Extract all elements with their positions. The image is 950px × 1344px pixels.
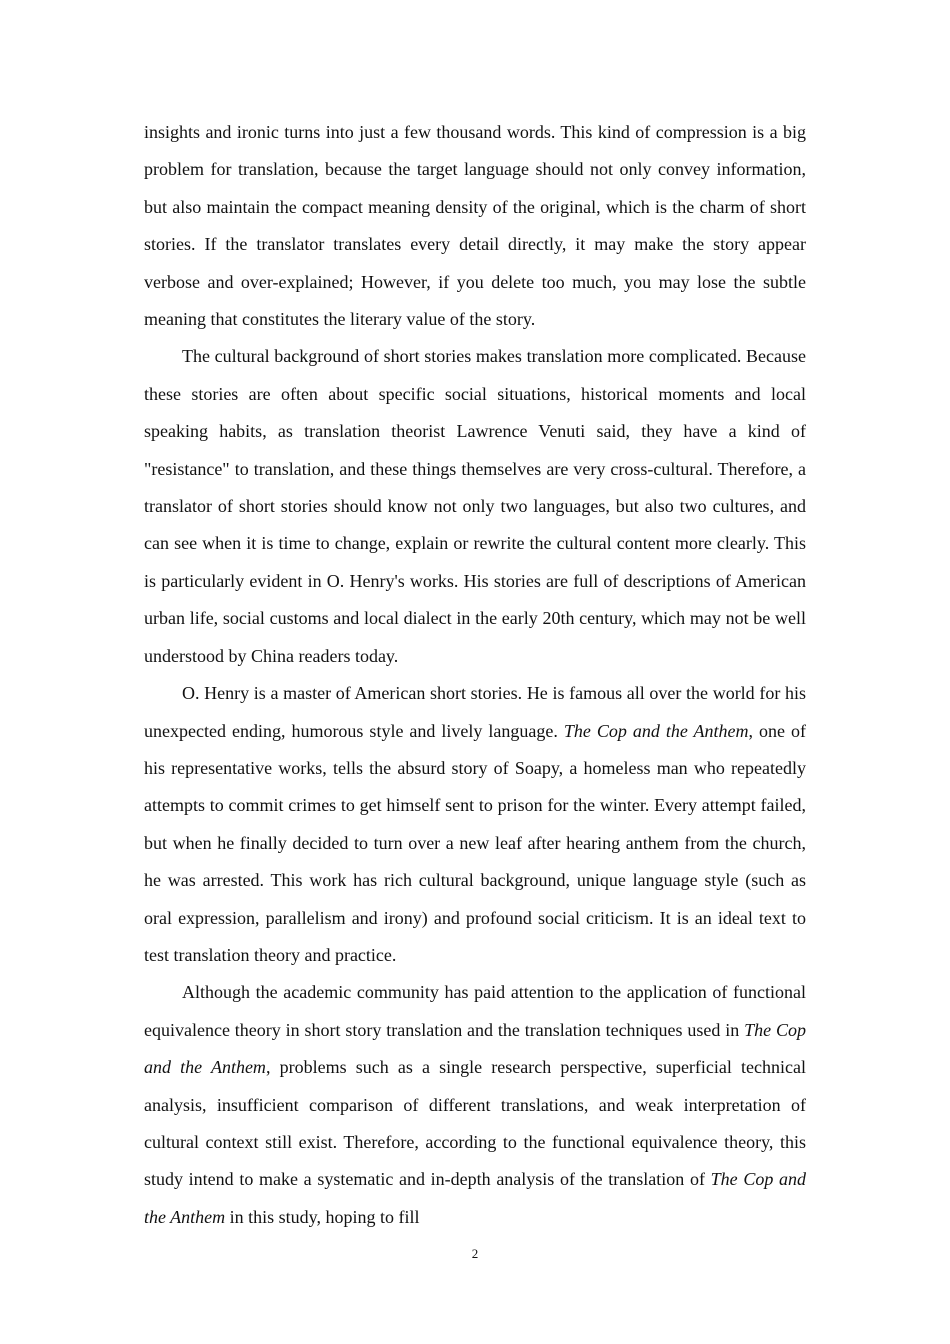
paragraph-4: [144, 974, 806, 1236]
paragraph-text: O. Henry is a master of American short stories. He is famous all over the world for his unexpected ending, humorous style and lively language.: [144, 683, 806, 741]
paragraph-text: in this study, hoping to fill: [225, 1206, 420, 1227]
paragraph-1: [144, 114, 806, 338]
paragraph-text: , one of his representative works, tells the absurd story of Soapy, a homeless man who repeatedly attempts to commit crimes to get himself sent to prison for the winter. Every attempt failed, but when he finally decided to turn over a new leaf after hearing anthem from the church, he was arrested. This work has rich cultural background, unique language style (such as oral expression, parallelism and irony) and profound social criticism. It is an ideal text to test translation theory and practice.: [144, 720, 807, 965]
work-title: The Cop and the Anthem: [144, 1019, 806, 1078]
paragraph-text: , problems such as a single research perspective, superficial technical analysis, insufficient comparison of different translations, and weak interpretation of cultural context still exist. Therefore, according to the functional equivalence theory, this study intend to make a systematic and in-depth analysis of the translation of: [144, 1057, 806, 1190]
work-title: The Cop and the Anthem: [563, 720, 749, 741]
body-text: [144, 114, 806, 1236]
paragraph-2: [144, 338, 806, 675]
paragraph-text: insights and ironic turns into just a few thousand words. This kind of compression is a big problem for translation, because the target language should not only convey information, but also maintain the compact meaning density of the original, which is the charm of short stories. If the translator translates every detail directly, it may make the story appear verbose and over-explained; However, if you delete too much, you may lose the subtle meaning that constitutes the literary value of the story.: [144, 122, 806, 330]
page-number: 2: [471, 1246, 479, 1261]
work-title: The Cop and the Anthem: [144, 1169, 806, 1227]
paragraph-text: Although the academic community has paid attention to the application of functional equivalence theory in short story translation and the translation techniques used in: [144, 982, 806, 1040]
paragraph-3: [144, 675, 806, 974]
paragraph-text: The cultural background of short stories makes translation more complicated. Because these stories are often about specific social situations, historical moments and local speaking habits, as translation theorist Lawrence Venuti said, they have a kind of "resistance" to translation, and these things themselves are very cross-cultural. Therefore, a translator of short stories should know not only two languages, but also two cultures, and can see when it is time to change, explain or rewrite the cultural content more clearly. This is particularly evident in O. Henry's works. His stories are full of descriptions of American urban life, social customs and local dialect in the early 20th century, which may not be well understood by China readers today.: [144, 346, 806, 666]
